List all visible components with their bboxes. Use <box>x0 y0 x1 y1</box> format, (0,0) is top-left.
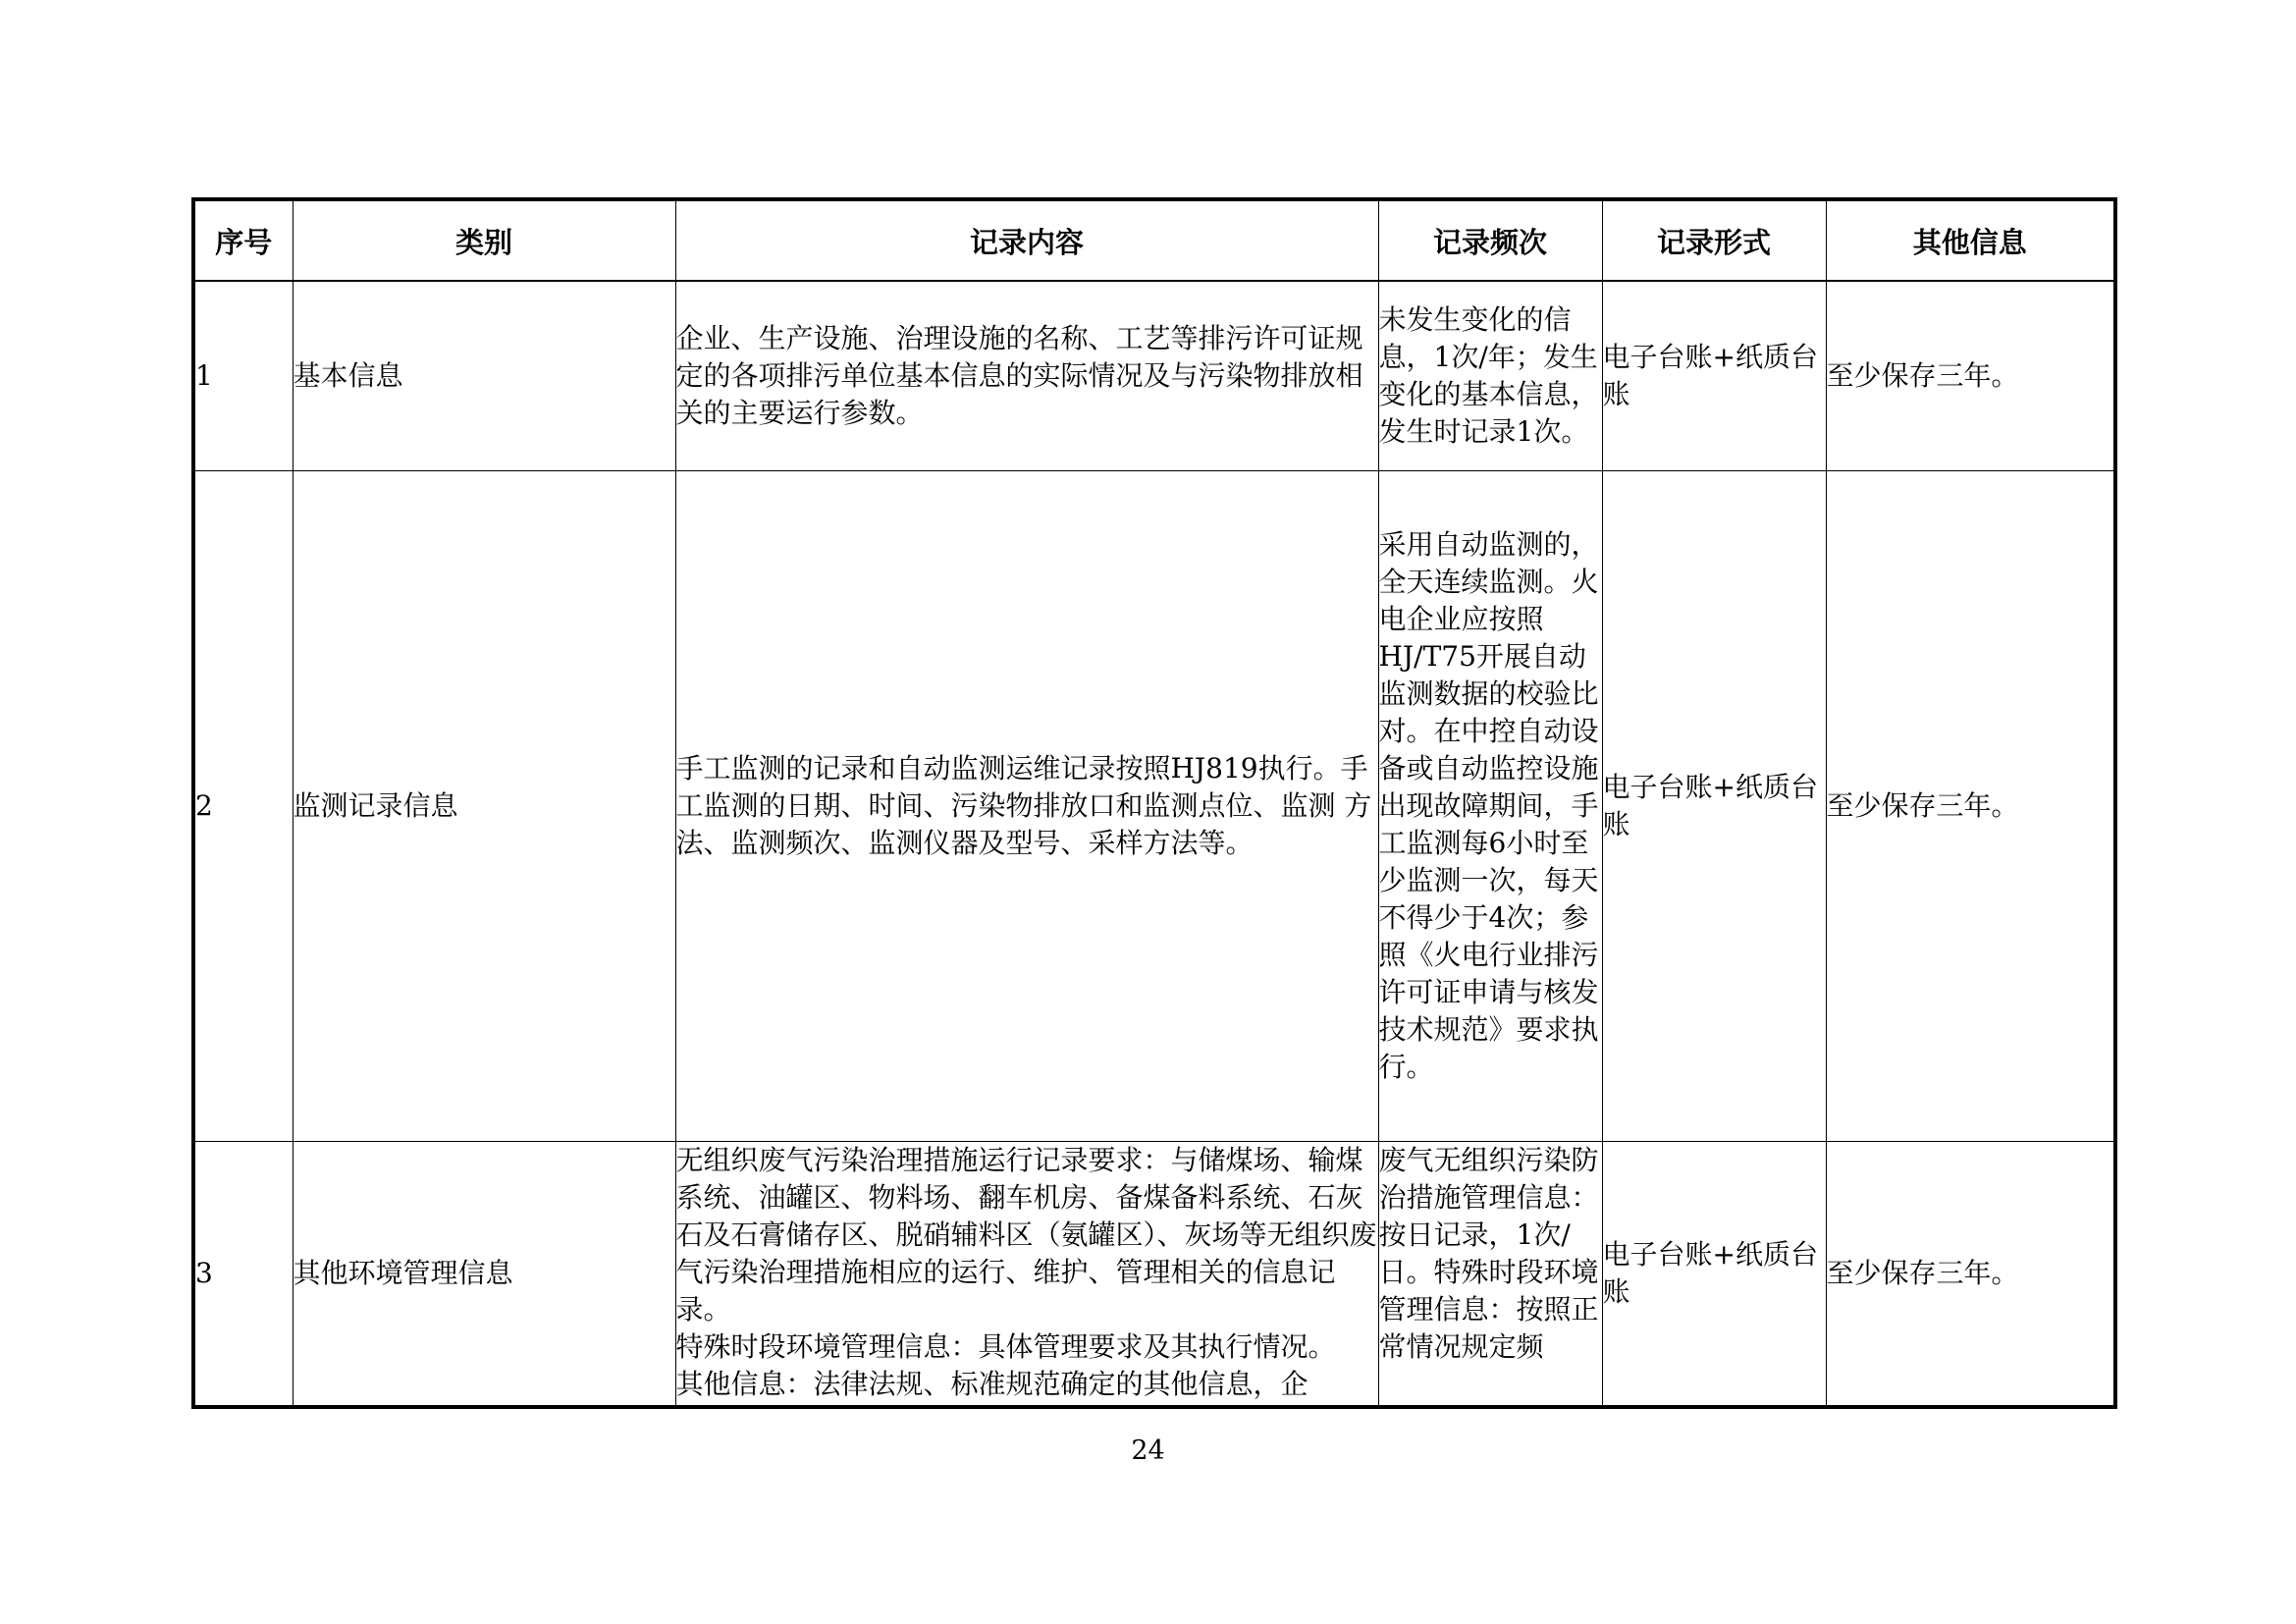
table-row <box>193 1142 2115 1408</box>
cell-frequency: 采用自动监测的，全天连续监测。火电企业应按照 HJ/T75开展自动监测数据的校验比对。在中控自动设备或自动监控设施出现故障期间，手工监测每6小时至少监测一次，每天不得少于4次；参照《火电行业排污许可证申请与核发技术规范》要求执行。 <box>1378 471 1602 1142</box>
header-category: 类别 <box>293 199 675 281</box>
table-row <box>193 281 2115 471</box>
header-no: 序号 <box>193 199 293 281</box>
cell-frequency: 未发生变化的信息，1次/年；发生变化的基本信息，发生时记录1次。 <box>1378 281 1602 471</box>
cell-other: 至少保存三年。 <box>1826 281 2115 471</box>
table-row <box>193 471 2115 1142</box>
header-frequency: 记录频次 <box>1378 199 1602 281</box>
cell-category: 基本信息 <box>293 281 675 471</box>
content-paragraph: 其他信息：法律法规、标准规范确定的其他信息，企 <box>675 1368 1308 1400</box>
page-number: 24 <box>1131 1435 1165 1466</box>
cell-format: 电子台账+纸质台账 <box>1602 281 1826 471</box>
content-paragraph: 无组织废气污染治理措施运行记录要求：与储煤场、输煤系统、油罐区、物料场、翻车机房、备煤备料系统、石灰石及石膏储存区、脱硝辅料区（氨罐区）、灰场等无组织废气污染治理措施相应的运行、维护、管理相关的信息记录。 <box>675 1144 1377 1326</box>
cell-content: 手工监测的记录和自动监测运维记录按照HJ819执行。手工监测的日期、时间、污染物排放口和监测点位、监测 方法、监测频次、监测仪器及型号、采样方法等。 <box>675 471 1378 1142</box>
cell-other: 至少保存三年。 <box>1826 471 2115 1142</box>
cell-other: 至少保存三年。 <box>1826 1142 2115 1408</box>
header-other: 其他信息 <box>1826 199 2115 281</box>
header-content: 记录内容 <box>675 199 1378 281</box>
cell-no: 2 <box>193 471 293 1142</box>
table-header-row <box>193 199 2115 281</box>
cell-category: 监测记录信息 <box>293 471 675 1142</box>
cell-content <box>675 1142 1378 1408</box>
cell-no: 1 <box>193 281 293 471</box>
cell-frequency: 废气无组织污染防治措施管理信息：按日记录，1次/日。特殊时段环境管理信息：按照正常情况规定频 <box>1378 1142 1602 1408</box>
content-paragraph: 特殊时段环境管理信息：具体管理要求及其执行情况。 <box>675 1330 1336 1363</box>
record-table <box>191 197 2117 1409</box>
cell-content: 企业、生产设施、治理设施的名称、工艺等排污许可证规定的各项排污单位基本信息的实际情况及与污染物排放相关的主要运行参数。 <box>675 281 1378 471</box>
cell-no: 3 <box>193 1142 293 1408</box>
cell-category: 其他环境管理信息 <box>293 1142 675 1408</box>
cell-format: 电子台账+纸质台账 <box>1602 1142 1826 1408</box>
header-format: 记录形式 <box>1602 199 1826 281</box>
cell-format: 电子台账+纸质台账 <box>1602 471 1826 1142</box>
